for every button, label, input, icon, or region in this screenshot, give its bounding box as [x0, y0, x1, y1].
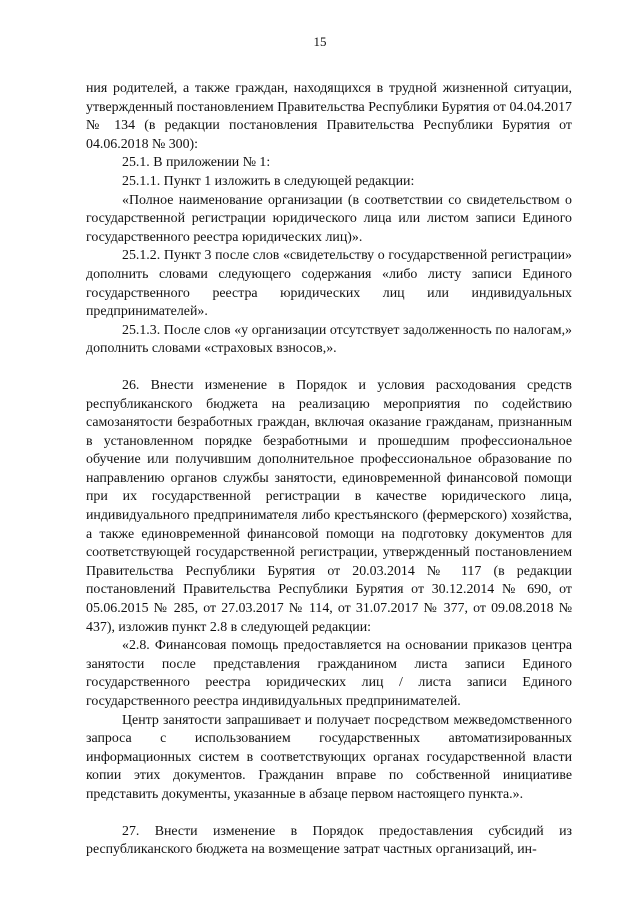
paragraph: 25.1.1. Пункт 1 изложить в следующей редакции: [122, 173, 415, 189]
paragraph: Центр занятости запрашивает и получает посредством межведомственного запроса с использованием государственных автоматизированных информационных систем в соответствующих органах государственной власти копии этих документов. Гражданин вправе по собственной инициативе представить документы, указанные в абзаце первом настоящего пункта.». [86, 712, 572, 802]
section-gap [86, 805, 572, 823]
document-body [86, 80, 572, 860]
paragraph: «Полное наименование организации (в соответствии со свидетельством о государственной регистрации юридического лица или листом записи Единого государственного реестра юридических лиц)». [86, 192, 572, 245]
paragraph: 26. Внести изменение в Порядок и условия расходования средств республиканского бюджета на реализацию мероприятия по содействию самозанятости безработных граждан, включая оказание гражданам, признанным в установленном порядке безработными и прошедшим профессиональное обучение или получившим дополнительное профессиональное образование по направлению органов службы занятости, единовременной финансовой помощи при их государственной регистрации в качестве юридического лица, индивидуального предпринимателя либо крестьянского (фермерского) хозяйства, а также единовременной финансовой помощи на подготовку документов для соответствующей государственной регистрации, утвержденный постановлением Правительства Республики Бурятия от 20.03.2014 № 117 (в редакции постановлений Правительства Республики Бурятия от 30.12.2014 № 690, от 05.06.2015 № 285, от 27.03.2017 № 114, от 31.07.2017 № 377, от 09.08.2018 № 437), изложив пункт 2.8 в следующей редакции: [86, 377, 572, 635]
paragraph: 25.1.2. Пункт 3 после слов «свидетельству о государственной регистрации» дополнить словами следующего содержания «либо листу записи Единого государственного реестра юридических лиц или индивидуальных предпринимателей». [86, 248, 572, 320]
paragraph: 27. Внести изменение в Порядок предоставления субсидий из республиканского бюджета на возмещение затрат частных организаций, ин- [86, 823, 572, 858]
paragraph: 25.1. В приложении № 1: [122, 155, 271, 171]
paragraph: ния родителей, а также граждан, находящихся в трудной жизненной ситуации, утвержденный постановлением Правительства Республики Бурятия от 04.04.2017 № 134 (в редакции постановления Правительства Республики Бурятия от 04.06.2018 № 300): [86, 81, 572, 152]
section-gap [86, 359, 572, 377]
paragraph: «2.8. Финансовая помощь предоставляется на основании приказов центра занятости после представления гражданином листа записи Единого государственного реестра юридических лиц / листа записи Единого государственного реестра индивидуальных предпринимателей. [86, 638, 572, 709]
paragraph: 25.1.3. После слов «у организации отсутствует задолженность по налогам,» дополнить словами «страховых взносов,». [86, 322, 572, 357]
page-number: 15 [313, 34, 327, 49]
